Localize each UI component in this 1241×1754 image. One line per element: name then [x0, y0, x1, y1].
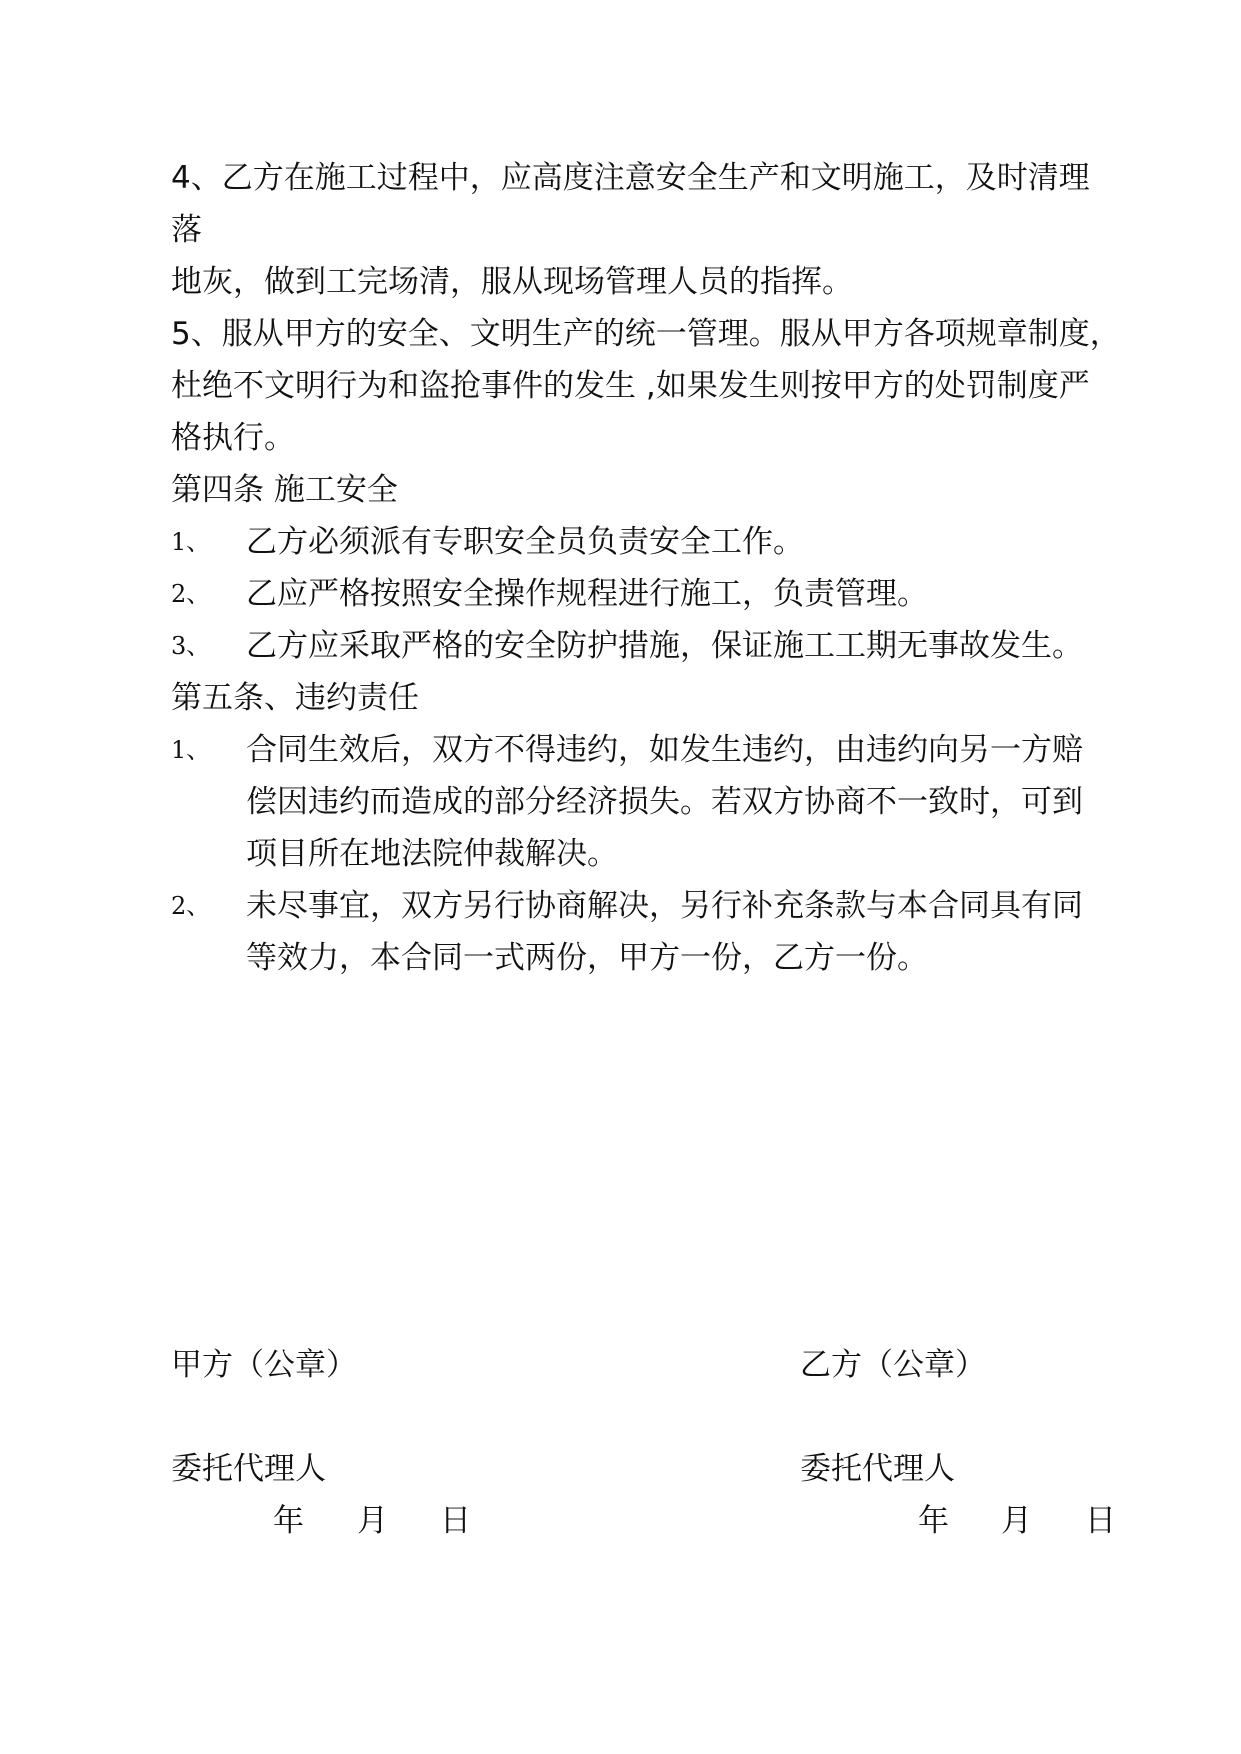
- party-a-agent-label: 委托代理人: [171, 1451, 326, 1487]
- clause-item-4-line-3: 地灰，做到工完场清，服从现场管理人员的指挥。: [171, 264, 853, 300]
- list-number: 2、: [171, 580, 211, 608]
- clause-item-4-line-2: 落: [171, 212, 202, 248]
- list-item-line: 等效力，本合同一式两份，甲方一份，乙方一份。: [246, 940, 928, 976]
- party-b-day-label: 日: [1085, 1503, 1116, 1539]
- contract-body: [171, 152, 1161, 984]
- list-item-text: 乙方必须派有专职安全员负责安全工作。: [246, 524, 804, 560]
- clause-item-4: [171, 152, 1161, 308]
- article-5-item-1: [171, 724, 1161, 880]
- list-number: 1、: [171, 736, 211, 764]
- article-4-item-3: [171, 620, 1161, 672]
- party-b-month-label: 月: [1001, 1503, 1032, 1539]
- list-item-text: 乙方应采取严格的安全防护措施，保证施工工期无事故发生。: [246, 628, 1083, 664]
- list-item-line: 未尽事宜，双方另行协商解决，另行补充条款与本合同具有同: [246, 888, 1083, 924]
- list-item-line: 偿因违约而造成的部分经济损失。若双方协商不一致时，可到: [246, 784, 1083, 820]
- article-4-heading: 第四条 施工安全: [171, 472, 398, 508]
- party-a-year-label: 年: [273, 1503, 304, 1539]
- article-4-item-2: [171, 568, 1161, 620]
- list-item-text: 乙应严格按照安全操作规程进行施工，负责管理。: [246, 576, 928, 612]
- clause-item-5-line-1: 5、服从甲方的安全、文明生产的统一管理。服从甲方各项规章制度，: [171, 316, 1121, 352]
- party-b-seal-label: 乙方（公章）: [800, 1347, 986, 1383]
- list-number: 2、: [171, 892, 211, 920]
- clause-item-5-line-3: 格执行。: [171, 420, 295, 456]
- party-a-month-label: 月: [357, 1503, 388, 1539]
- party-b-agent-label: 委托代理人: [800, 1451, 955, 1487]
- list-number: 1、: [171, 528, 211, 556]
- party-b-year-label: 年: [918, 1503, 949, 1539]
- list-item-line: 项目所在地法院仲裁解决。: [246, 836, 618, 872]
- article-5-item-2: [171, 880, 1161, 984]
- party-a-day-label: 日: [440, 1503, 471, 1539]
- list-item-line: 合同生效后，双方不得违约，如发生违约，由违约向另一方赔: [246, 732, 1083, 768]
- clause-item-5-line-2: 杜绝不文明行为和盗抢事件的发生 ,如果发生则按甲方的处罚制度严: [171, 368, 1090, 404]
- clause-item-5: [171, 308, 1161, 464]
- list-number: 3、: [171, 632, 211, 660]
- clause-item-4-line-1: 4、乙方在施工过程中，应高度注意安全生产和文明施工，及时清理: [171, 160, 1090, 196]
- article-5-heading: 第五条、违约责任: [171, 680, 419, 716]
- party-a-seal-label: 甲方（公章）: [171, 1347, 357, 1383]
- article-4-item-1: [171, 516, 1161, 568]
